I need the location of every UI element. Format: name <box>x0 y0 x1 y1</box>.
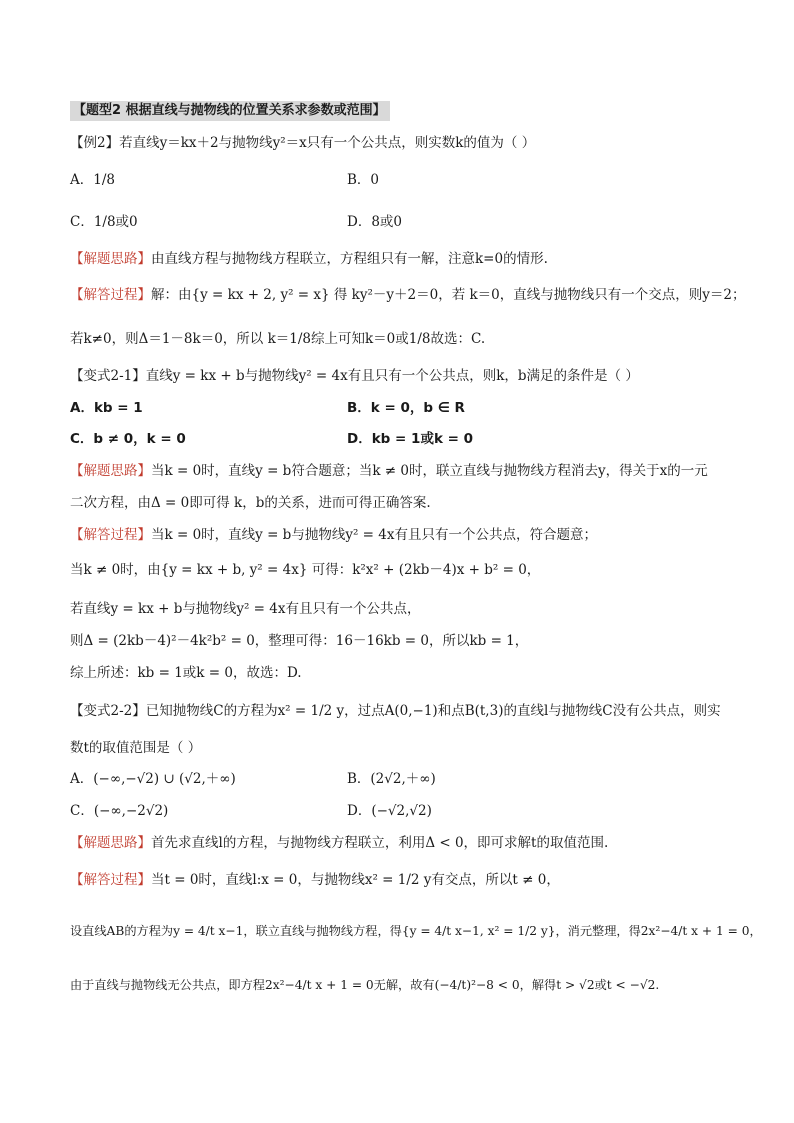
process-tag: 【解答过程】 <box>70 872 151 888</box>
idea-tag: 【解题思路】 <box>70 835 151 851</box>
process-tag: 【解答过程】 <box>70 287 151 303</box>
section-title: 【题型2 根据直线与抛物线的位置关系求参数或范围】 <box>70 101 390 121</box>
variant-2-1-process-4: 则Δ = (2kb－4)²－4k²b² = 0，整理可得：16－16kb = 0，所以kb = 1， <box>70 633 529 649</box>
variant-2-1-process-2: 当k ≠ 0时，由{y = kx + b, y² = 4x} 可得：k²x² + (2kb－4)x + b² = 0， <box>70 562 541 578</box>
variant-2-1-stem: 【变式2-1】直线y = kx + b与抛物线y² = 4x有且只有一个公共点，则k，b满足的条件是（ ） <box>70 368 639 384</box>
variant-2-2-stem-2: 数t的取值范围是（ ） <box>70 740 202 756</box>
variant-2-1-process-3: 若直线y = kx + b与抛物线y² = 4x有且只有一个公共点， <box>70 601 421 617</box>
example-2-option-d: D．8或0 <box>347 214 403 230</box>
variant-2-2-idea-text: 首先求直线l的方程，与抛物线方程联立，利用Δ < 0，即可求解t的取值范围. <box>151 835 609 851</box>
variant-2-1-process-1 <box>70 526 597 544</box>
variant-2-2-idea <box>70 834 608 852</box>
variant-2-1-process-5: 综上所述：kb = 1或k = 0，故选：D. <box>70 665 302 681</box>
example-2-process-1-text: 解：由{y = kx + 2, y² = x} 得 ky²－y＋2＝0，若 k＝0，直线与抛物线只有一个交点，则y＝2； <box>151 287 746 303</box>
variant-2-2-process-2: 设直线AB的方程为y = 4/t x−1，联立直线与抛物线方程，得{y = 4/t x−1, x² = 1/2 y}，消元整理，得2x²−4/t x + 1 = 0， <box>70 924 762 938</box>
variant-2-1-idea-2: 二次方程，由Δ = 0即可得 k，b的关系，进而可得正确答案. <box>70 495 431 511</box>
variant-2-1-option-a: A．kb = 1 <box>70 400 143 416</box>
example-2-process-2: 若k≠0，则Δ＝1－8k＝0，所以 k＝1/8综上可知k＝0或1/8故选：C. <box>70 331 486 347</box>
variant-2-2-option-a: A．(−∞,−√2) ∪ (√2,＋∞) <box>70 771 236 787</box>
process-tag: 【解答过程】 <box>70 527 151 543</box>
variant-2-2-option-c: C．(−∞,−2√2) <box>70 803 169 819</box>
example-2-stem: 【例2】若直线y＝kx＋2与抛物线y²＝x只有一个公共点，则实数k的值为（ ） <box>70 135 536 151</box>
variant-2-2-option-b: B．(2√2,＋∞) <box>347 771 436 787</box>
example-2-idea <box>70 250 548 268</box>
variant-2-1-idea-1 <box>70 462 708 480</box>
variant-2-1-option-d: D．kb = 1或k = 0 <box>347 431 474 447</box>
example-2-option-a: A．1/8 <box>70 172 115 188</box>
variant-2-1-idea-1-text: 当k = 0时，直线y = b符合题意；当k ≠ 0时，联立直线与抛物线方程消去y，得关于x的一元 <box>151 463 708 479</box>
variant-2-1-option-c: C．b ≠ 0，k = 0 <box>70 431 186 447</box>
variant-2-2-stem-1: 【变式2-2】已知抛物线C的方程为x² = 1/2 y，过点A(0,−1)和点B(t,3)的直线l与抛物线C没有公共点，则实 <box>70 703 721 719</box>
variant-2-2-process-3: 由于直线与抛物线无公共点，即方程2x²−4/t x + 1 = 0无解，故有(−4/t)²−8 < 0，解得t > √2或t < −√2. <box>70 978 660 992</box>
variant-2-2-process-1 <box>70 871 560 889</box>
example-2-option-c: C．1/8或0 <box>70 214 138 230</box>
variant-2-1-process-1-text: 当k = 0时，直线y = b与抛物线y² = 4x有且只有一个公共点，符合题意； <box>151 527 597 543</box>
example-2-process-1 <box>70 286 746 304</box>
variant-2-2-process-1-text: 当t = 0时，直线l:x = 0，与抛物线x² = 1/2 y有交点，所以t ≠ 0， <box>151 872 560 888</box>
example-2-option-b: B．0 <box>347 172 380 188</box>
idea-tag: 【解题思路】 <box>70 251 151 267</box>
variant-2-2-option-d: D．(−√2,√2) <box>347 803 432 819</box>
variant-2-1-option-b: B．k = 0，b ∈ R <box>347 400 465 416</box>
example-2-idea-text: 由直线方程与抛物线方程联立，方程组只有一解，注意k=0的情形. <box>151 251 548 267</box>
idea-tag: 【解题思路】 <box>70 463 151 479</box>
